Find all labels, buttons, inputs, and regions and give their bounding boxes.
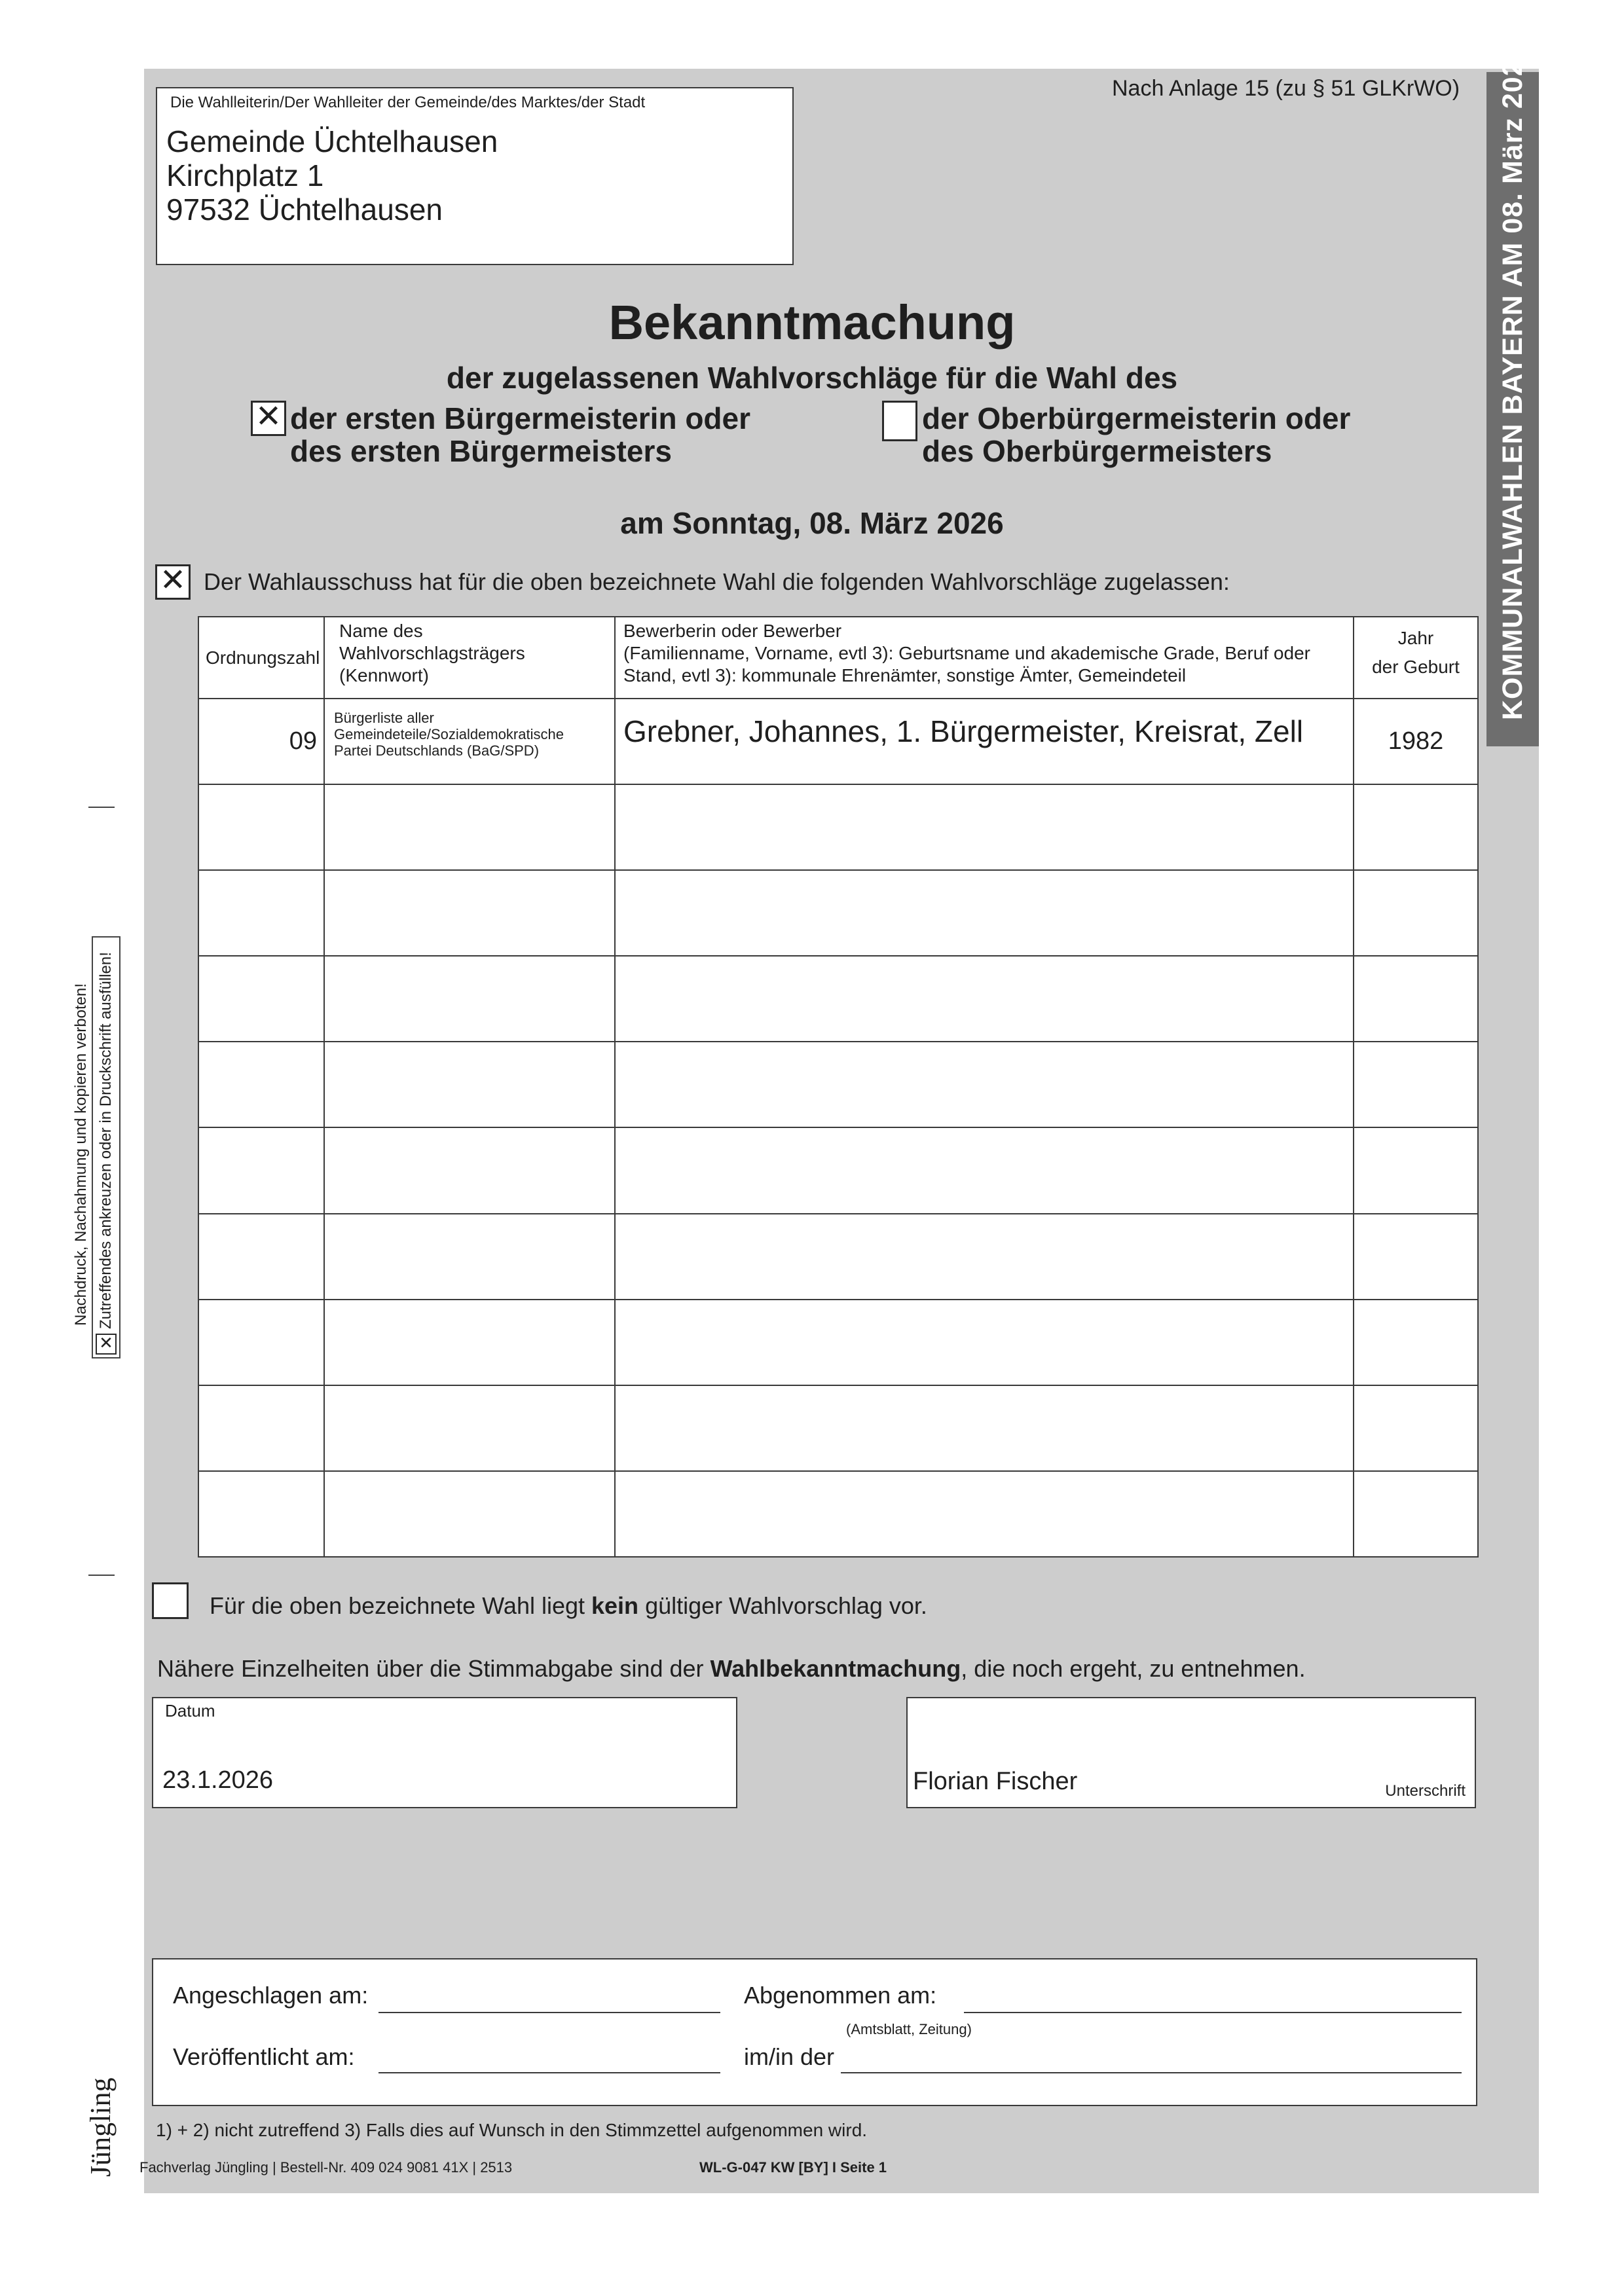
published-date-line[interactable] [378, 2072, 720, 2073]
mayor-option-line1: der ersten Bürgermeisterin oder [290, 401, 751, 435]
fill-notice-checkbox: ✕ [96, 1334, 117, 1355]
in-hint: (Amtsblatt, Zeitung) [846, 2021, 972, 2037]
table-row-empty [198, 1385, 1478, 1471]
form-id: WL-G-047 KW [BY] I Seite 1 [699, 2159, 887, 2176]
publisher-info: Fachverlag Jüngling | Bestell-Nr. 409 024 9081 41X | 2513 [139, 2159, 513, 2176]
table-header-row [198, 617, 1478, 699]
proposals-table [198, 616, 1479, 1558]
table-row-empty [198, 1471, 1478, 1557]
admitted-text: Der Wahlausschuss hat für die oben bezeichnete Wahl die folgenden Wahlvorschläge zugelassen: [204, 568, 1230, 595]
table-row-empty [198, 870, 1478, 956]
legal-basis: Nach Anlage 15 (zu § 51 GLKrWO) [1112, 76, 1460, 101]
published-label: Veröffentlicht am: [173, 2043, 355, 2070]
election-date: am Sonntag, 08. März 2026 [620, 506, 1004, 540]
row-year[interactable]: 1982 [1354, 699, 1478, 784]
posted-date-line[interactable] [378, 2012, 720, 2013]
municipality-name: Gemeinde Üchtelhausen [166, 124, 498, 158]
municipality-city: 97532 Üchtelhausen [166, 192, 443, 227]
removed-label: Abgenommen am: [744, 1982, 937, 2009]
header-candidate: Bewerberin oder Bewerber (Familienname, Vorname, evtl 3): Geburtsname und akademische Grade, Beruf oder Stand, evtl 3): kommunale Ehrenämter, sonstige Ämter, Gemeindeteil [615, 617, 1354, 699]
table-row-empty [198, 1300, 1478, 1385]
posted-label: Angeschlagen am: [173, 1982, 369, 2009]
mayor-checkbox[interactable]: ✕ [251, 401, 286, 436]
lord-mayor-option-line1: der Oberbürgermeisterin oder [922, 401, 1351, 435]
lord-mayor-checkbox[interactable] [882, 401, 917, 441]
page-subtitle: der zugelassenen Wahlvorschläge für die Wahl des [446, 361, 1178, 395]
header-proposer: Name des Wahlvorschlagsträgers (Kennwort) [324, 617, 615, 699]
copy-notice: Nachdruck, Nachahmung und kopieren verboten! [72, 983, 90, 1326]
details-text: Nähere Einzelheiten über die Stimmabgabe sind der Wahlbekanntmachung, die noch ergeht, zu entnehmen. [157, 1655, 1306, 1682]
row-candidate[interactable]: Grebner, Johannes, 1. Bürgermeister, Kreisrat, Zell [615, 699, 1354, 784]
posting-box [152, 1958, 1477, 2106]
date-box[interactable] [152, 1697, 737, 1808]
in-label: im/in der [744, 2043, 835, 2070]
margin-tick-top [88, 807, 115, 808]
header-order: Ordnungszahl [198, 617, 324, 699]
table-row-empty [198, 1042, 1478, 1127]
no-valid-text: Für die oben bezeichnete Wahl liegt kein gültiger Wahlvorschlag vor. [210, 1592, 927, 1619]
side-banner-text: KOMMUNALWAHLEN BAYERN AM 08. März 2026 [1497, 43, 1528, 720]
footnote: 1) + 2) nicht zutreffend 3) Falls dies auf Wunsch in den Stimmzettel aufgenommen wird. [156, 2120, 868, 2140]
admitted-checkbox[interactable]: ✕ [155, 564, 191, 600]
authority-box [156, 87, 794, 265]
table-row [198, 699, 1478, 784]
page-title: Bekanntmachung [608, 295, 1016, 350]
row-order[interactable]: 09 [198, 699, 324, 784]
date-label: Datum [165, 1701, 215, 1721]
signature-box[interactable] [906, 1697, 1476, 1808]
mayor-option-line2: des ersten Bürgermeisters [290, 434, 672, 468]
margin-tick-bottom [88, 1575, 115, 1576]
table-row-empty [198, 1127, 1478, 1213]
municipality-street: Kirchplatz 1 [166, 158, 324, 192]
no-valid-checkbox[interactable] [152, 1582, 189, 1619]
header-year: Jahr der Geburt [1354, 617, 1478, 699]
authority-caption: Die Wahlleiterin/Der Wahlleiter der Gemeinde/des Marktes/der Stadt [170, 94, 646, 111]
fill-notice: Zutreffendes ankreuzen oder in Druckschrift ausfüllen! [97, 952, 115, 1329]
brand-logo: Jüngling [84, 2077, 117, 2177]
removed-date-line[interactable] [964, 2012, 1462, 2013]
row-proposer[interactable]: Bürgerliste aller Gemeindeteile/Sozialdemokratische Partei Deutschlands (BaG/SPD) [324, 699, 615, 784]
table-row-empty [198, 956, 1478, 1042]
table-row-empty [198, 1214, 1478, 1300]
table-row-empty [198, 784, 1478, 870]
lord-mayor-option-line2: des Oberbürgermeisters [922, 434, 1272, 468]
publication-medium-line[interactable] [841, 2072, 1462, 2073]
signature-name: Florian Fischer [913, 1768, 1078, 1795]
date-value: 23.1.2026 [162, 1766, 274, 1794]
signature-label: Unterschrift [1385, 1782, 1466, 1800]
